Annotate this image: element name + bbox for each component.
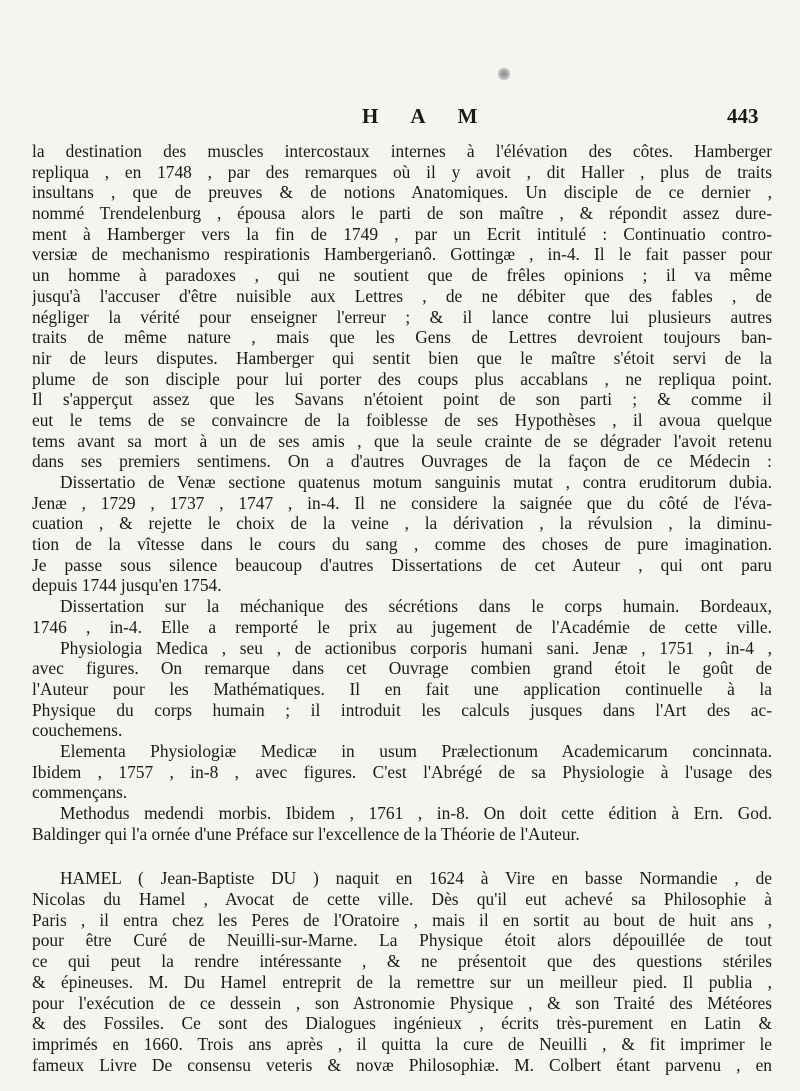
text-line: ce qui peut la rendre intéressante , & ne présentoit que des questions stériles: [32, 951, 772, 972]
print-ornament: [497, 67, 511, 81]
text-line: cuation , & rejette le choix de la veine , la dérivation , la révulsion , la diminu-: [32, 513, 772, 534]
text-line: Baldinger qui l'a ornée d'une Préface sur l'excellence de la Théorie de l'Auteur.: [32, 823, 580, 844]
text-line: tion de la vîtesse dans le cours du sang , comme des choses de pure imagination.: [32, 534, 772, 555]
paragraph-gap: [32, 844, 772, 868]
text-line: un homme à paradoxes , qui ne soutient que de frêles opinions ; il va même: [32, 265, 772, 286]
text-line: couchemens.: [32, 720, 123, 741]
text-line: Physique du corps humain ; il introduit les calculs jusques dans l'Art des ac-: [32, 699, 772, 720]
body-text: [32, 141, 772, 1075]
text-line: Elementa Physiologiæ Medicæ in usum Prælectionum Academicarum concinnata.: [60, 740, 772, 761]
text-line: Dissertatio de Venæ sectione quatenus motum sanguinis mutat , contra eruditorum dubia.: [60, 472, 772, 492]
text-line: jusqu'à l'accuser d'être nuisible aux Lettres , de ne débiter que des fables , de: [32, 285, 772, 306]
text-line: dans ses premiers sentimens. On a d'autres Ouvrages de la façon de ce Médecin :: [32, 451, 772, 472]
text-line: pour l'exécution de ce dessein , son Astronomie Physique , & son Traité des Météores: [32, 992, 772, 1013]
text-line: ment à Hamberger vers la fin de 1749 , par un Ecrit intitulé : Continuatio contro-: [32, 223, 772, 244]
text-line: Je passe sous silence beaucoup d'autres Dissertations de cet Auteur , qui ont paru: [32, 554, 772, 575]
text-line: pour être Curé de Neuilli-sur-Marne. La Physique étoit alors dépouillée de tout: [32, 930, 772, 951]
text-line: Dissertation sur la méchanique des sécrétions dans le corps humain. Bordeaux,: [60, 596, 772, 617]
text-line: Physiologia Medica , seu , de actionibus corporis humani sani. Jenæ , 1751 , in-4 ,: [60, 637, 772, 658]
text-line: & épineuses. M. Du Hamel entreprit de la remettre sur un meilleur pied. Il publia ,: [32, 971, 772, 992]
text-line: l'Auteur pour les Mathématiques. Il en fait une application continuelle à la: [32, 678, 772, 699]
text-line: depuis 1744 jusqu'en 1754.: [32, 575, 222, 596]
text-line: eut le tems de se convaincre de la foiblesse de ses Hypothèses , il avoua quelque: [32, 409, 772, 430]
text-line: fameux Livre De consensu veteris & novæ Philosophiæ. M. Colbert étant parvenu , en: [32, 1054, 772, 1075]
text-line: Ibidem , 1757 , in-8 , avec figures. C'est l'Abrégé de sa Physiologie à l'usage des: [32, 761, 772, 782]
text-line: traits de même nature , mais que les Gens de Lettres devroient toujours ban-: [32, 327, 772, 348]
text-line: avec figures. On remarque dans cet Ouvrage combien grand étoit le goût de: [32, 658, 772, 679]
text-line: tems avant sa mort à un de ses amis , que la seule crainte de se dégrader l'avoit retenu: [32, 430, 772, 451]
text-line: repliqua , en 1748 , par des remarques où il y avoit , dit Haller , plus de traits: [32, 161, 772, 182]
text-line: Jenæ , 1729 , 1737 , 1747 , in-4. Il ne considere la saignée que du côté de l'éva-: [32, 492, 772, 513]
running-head: [0, 104, 800, 132]
text-line: commençans.: [32, 782, 128, 803]
text-line: & des Fossiles. Ce sont des Dialogues ingénieux , écrits très-purement en Latin &: [32, 1013, 772, 1034]
page-number: 443: [727, 104, 759, 128]
text-line: versiæ de mechanismo respirationis Hambergerianô. Gottingæ , in-4. Il le fait passer pour: [32, 244, 772, 265]
text-line: insultans , que de preuves & de notions Anatomiques. Un disciple de ce dernier ,: [32, 182, 772, 203]
text-line: HAMEL ( Jean-Baptiste DU ) naquit en 1624 à Vire en basse Normandie , de: [60, 868, 772, 889]
text-line: plume de son disciple pour lui porter des coups plus accablans , ne repliqua point.: [32, 368, 772, 389]
text-line: Nicolas du Hamel , Avocat de cette ville. Dès qu'il eut achevé sa Philosophie à: [32, 889, 772, 910]
text-line: 1746 , in-4. Elle a remporté le prix au jugement de l'Académie de cette ville.: [32, 616, 772, 637]
text-line: nommé Trendelenburg , épousa alors le parti de son maître , & répondit assez dure-: [32, 203, 772, 224]
text-line: imprimés en 1660. Trois ans après , il quitta la cure de Neuilli , & fit imprimer le: [32, 1033, 772, 1054]
text-line: Methodus medendi morbis. Ibidem , 1761 , in-8. On doit cette édition à Ern. God.: [60, 803, 772, 823]
text-line: Paris , il entra chez les Peres de l'Oratoire , mais il en sortit au bout de huit ans ,: [32, 909, 772, 930]
text-line: la destination des muscles intercostaux internes à l'élévation des côtes. Hamberger: [32, 141, 772, 161]
text-line: négliger la vérité pour enseigner l'erreur ; & il lance contre lui plusieurs autres: [32, 306, 772, 327]
running-head-title: H A M: [362, 104, 492, 128]
text-line: nir de leurs disputes. Hamberger qui sentit bien que le maître s'étoit servi de la: [32, 347, 772, 368]
text-line: Il s'apperçut assez que les Savans n'étoient point de son parti ; & comme il: [32, 389, 772, 410]
